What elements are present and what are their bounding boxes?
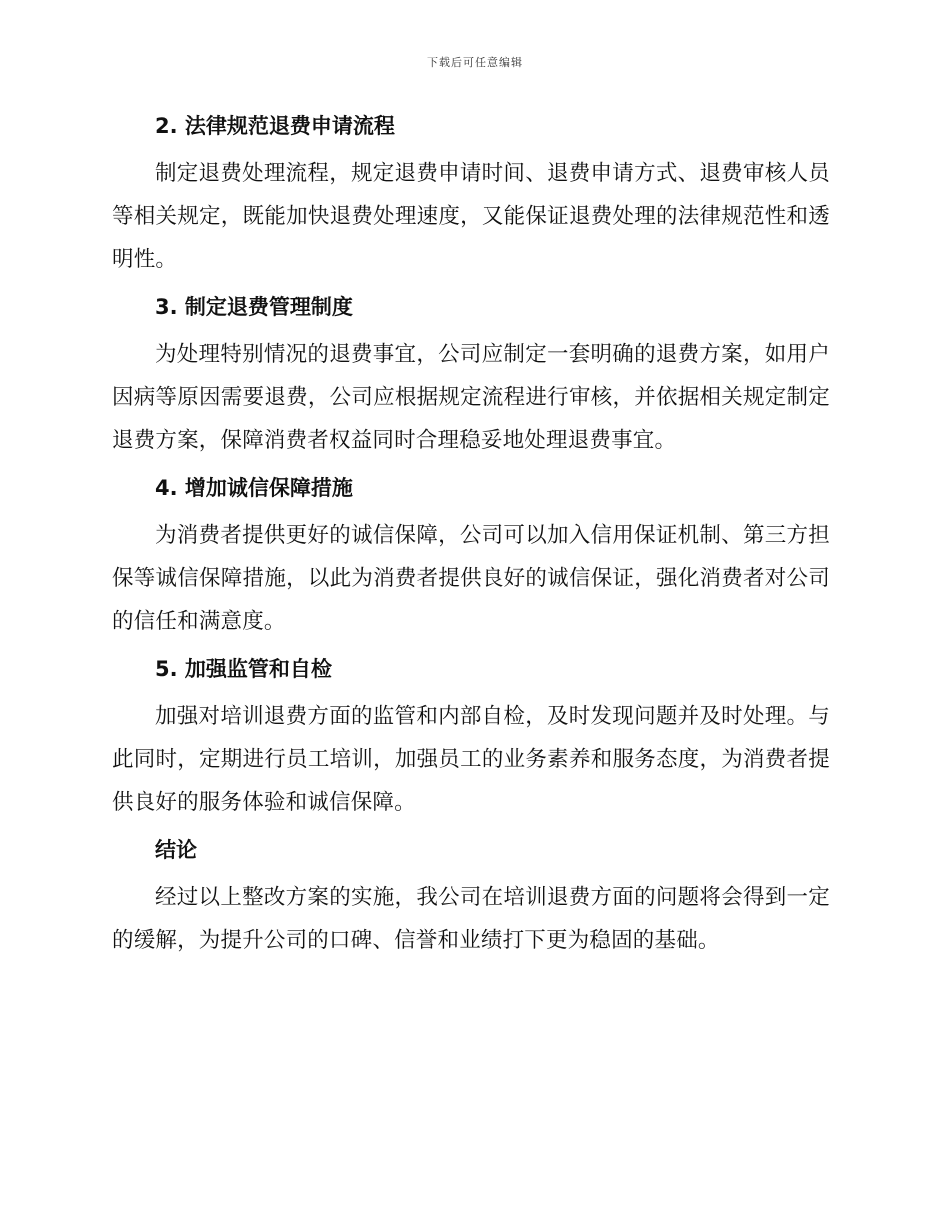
- section-heading: 结论: [155, 838, 197, 862]
- section-heading: 4. 增加诚信保障措施: [155, 476, 353, 500]
- section-paragraph: 加强对培训退费方面的监管和内部自检，及时发现问题并及时处理。与此同时，定期进行员工培训，加强员工的业务素养和服务态度，为消费者提供良好的服务体验和诚信保障。: [112, 704, 830, 815]
- page-header-note: 下载后可任意编辑: [427, 56, 523, 69]
- section-paragraph: 经过以上整改方案的实施，我公司在培训退费方面的问题将会得到一定的缓解，为提升公司的口碑、信誉和业绩打下更为稳固的基础。: [112, 885, 830, 953]
- section-supervision-self-check: [112, 651, 830, 824]
- section-paragraph: 制定退费处理流程，规定退费申请时间、退费申请方式、退费审核人员等相关规定，既能加快退费处理速度，又能保证退费处理的法律规范性和透明性。: [112, 161, 830, 272]
- section-refund-application-process: [112, 108, 830, 281]
- section-heading: 2. 法律规范退费申请流程: [155, 114, 395, 138]
- section-conclusion: [112, 832, 830, 962]
- section-heading: 5. 加强监管和自检: [155, 657, 332, 681]
- section-heading: 3. 制定退费管理制度: [155, 295, 353, 319]
- section-refund-management-system: [112, 289, 830, 462]
- section-integrity-measures: [112, 470, 830, 643]
- document-body: [112, 108, 830, 970]
- section-paragraph: 为消费者提供更好的诚信保障，公司可以加入信用保证机制、第三方担保等诚信保障措施，以此为消费者提供良好的诚信保证，强化消费者对公司的信任和满意度。: [112, 523, 830, 634]
- section-paragraph: 为处理特别情况的退费事宜，公司应制定一套明确的退费方案，如用户因病等原因需要退费，公司应根据规定流程进行审核，并依据相关规定制定退费方案，保障消费者权益同时合理稳妥地处理退费事宜。: [112, 342, 830, 453]
